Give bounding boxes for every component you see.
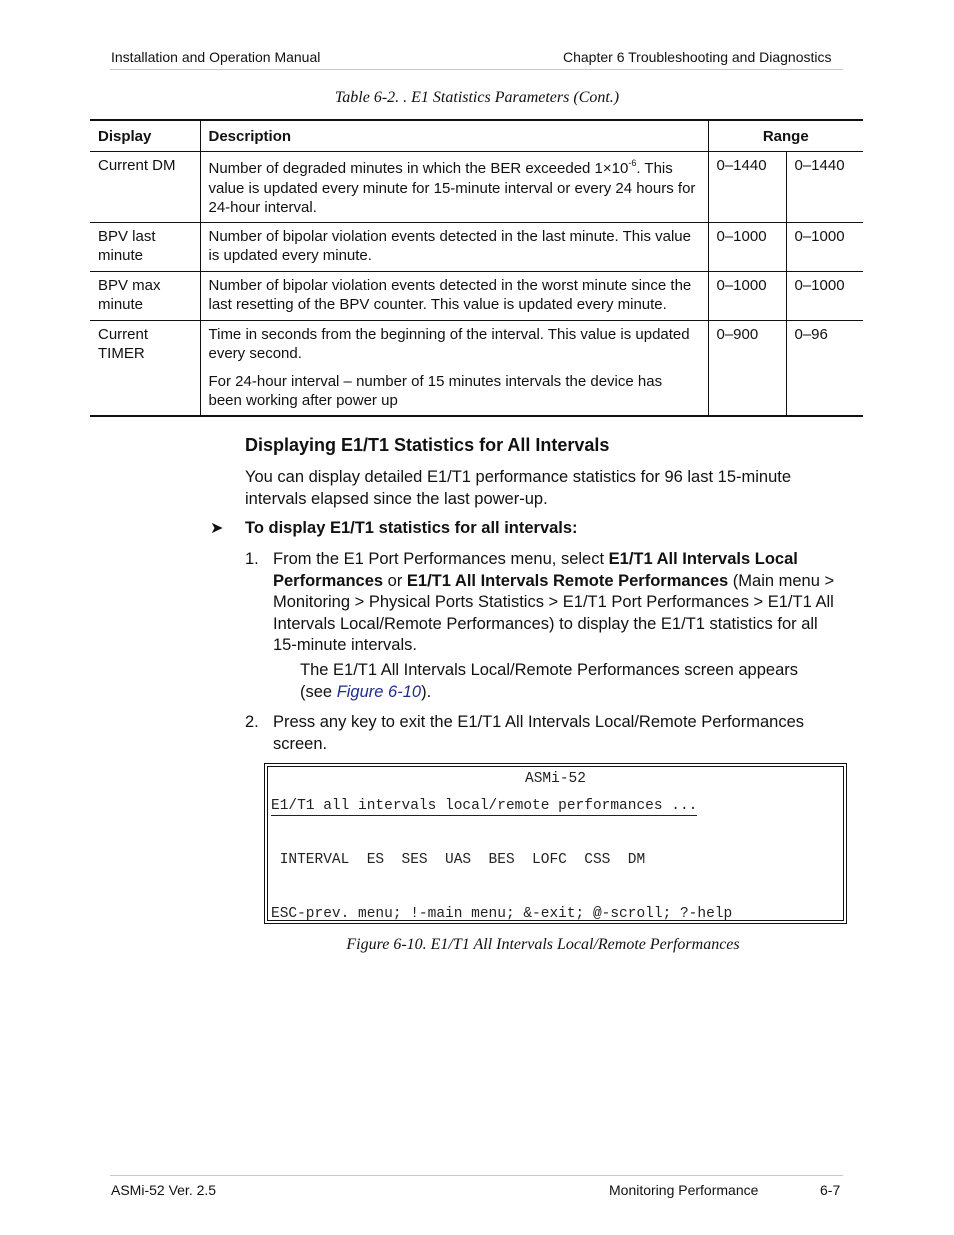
terminal-footer-keys: ESC-prev. menu; !-main menu; &-exit; @-scroll; ?-help (271, 906, 733, 922)
table-caption: Table 6-2. . E1 Statistics Parameters (Cont.) (334, 89, 620, 106)
procedure-heading: To display E1/T1 statistics for all intervals: (245, 519, 578, 537)
header-display: Display (90, 120, 200, 152)
step-2-text: Press any key to exit the E1/T1 All Intervals Local/Remote Performances screen. (273, 713, 804, 753)
header-rule (110, 69, 843, 70)
step-1-number: 1. (245, 550, 259, 568)
footer-rule (110, 1175, 843, 1176)
row-display: Current TIMER (90, 320, 200, 416)
row-range-1: 0–1000 (708, 271, 786, 320)
row-range-1: 0–1440 (708, 152, 786, 223)
footer-page-number: 6-7 (820, 1182, 841, 1198)
row-description: Number of degraded minutes in which the BER exceeded $1\times 10^{-6}$. This value is updated every minute for 15-minute interval or every 24 hours for 24-hour interval. (200, 152, 708, 223)
terminal-screen (264, 763, 847, 924)
section-title: Displaying E1/T1 Statistics for All Intervals (245, 435, 610, 455)
figure-link[interactable]: Figure 6-10 (336, 682, 422, 701)
row-range-2: 0–1440 (786, 152, 863, 223)
row-description: Number of bipolar violation events detected in the worst minute since the last resetting of the BPV counter. This value is updated every minute. (200, 271, 708, 320)
header-chapter-title: Chapter 6 Troubleshooting and Diagnostics (563, 49, 832, 65)
row-description: Time in seconds from the beginning of the interval. This value is updated every second. For 24-hour interval – number of 15 minutes intervals the device has been working after power up (200, 320, 708, 416)
header-description: Description (200, 120, 708, 152)
row-display: BPV last minute (90, 222, 200, 271)
figure-caption: Figure 6-10. E1/T1 All Intervals Local/Remote Performances (346, 936, 740, 953)
row-range-2: 0–1000 (786, 222, 863, 271)
arrow-icon: ➤ (210, 520, 224, 537)
row-display: BPV max minute (90, 271, 200, 320)
table-row (90, 222, 863, 271)
row-range-1: 0–900 (708, 320, 786, 416)
row-display: Current DM (90, 152, 200, 223)
table-row (90, 152, 863, 223)
row-range-2: 0–1000 (786, 271, 863, 320)
table-row (90, 320, 863, 416)
header-range: Range (708, 120, 863, 152)
terminal-column-headers: INTERVAL ES SES UAS BES LOFC CSS DM (271, 852, 646, 868)
footer-product-version: ASMi-52 Ver. 2.5 (111, 1182, 217, 1198)
step-1-text: From the E1 Port Performances menu, select E1/T1 All Intervals Local Performances or E1/T1 All Intervals Remote Performances (Main menu > Monitoring > Physical Ports Statistics > E1/T1 Port Performances > E1/T1 All Intervals Local/Remote Performances) to display the E1/T1 statistics for all 15-minute intervals. (273, 550, 835, 654)
step-2-number: 2. (245, 713, 259, 731)
exponent: -6 (628, 158, 637, 168)
terminal-screen-inner (267, 766, 844, 921)
terminal-menu-title: E1/T1 all intervals local/remote performances ... (271, 798, 698, 814)
row-range-2: 0–96 (786, 320, 863, 416)
step-1-note: The E1/T1 All Intervals Local/Remote Performances screen appears (see Figure 6-10). (300, 661, 798, 701)
row-description: Number of bipolar violation events detected in the last minute. This value is updated every minute. (200, 222, 708, 271)
table-header-row (90, 120, 863, 152)
statistics-table (90, 119, 863, 417)
terminal-title: ASMi-52 (525, 771, 586, 787)
row-range-1: 0–1000 (708, 222, 786, 271)
intro-paragraph: You can display detailed E1/T1 performance statistics for 96 last 15-minute intervals elapsed since the last power-up. (245, 468, 792, 508)
table-row (90, 271, 863, 320)
header-manual-title: Installation and Operation Manual (111, 49, 321, 65)
footer-section-name: Monitoring Performance (609, 1182, 759, 1198)
